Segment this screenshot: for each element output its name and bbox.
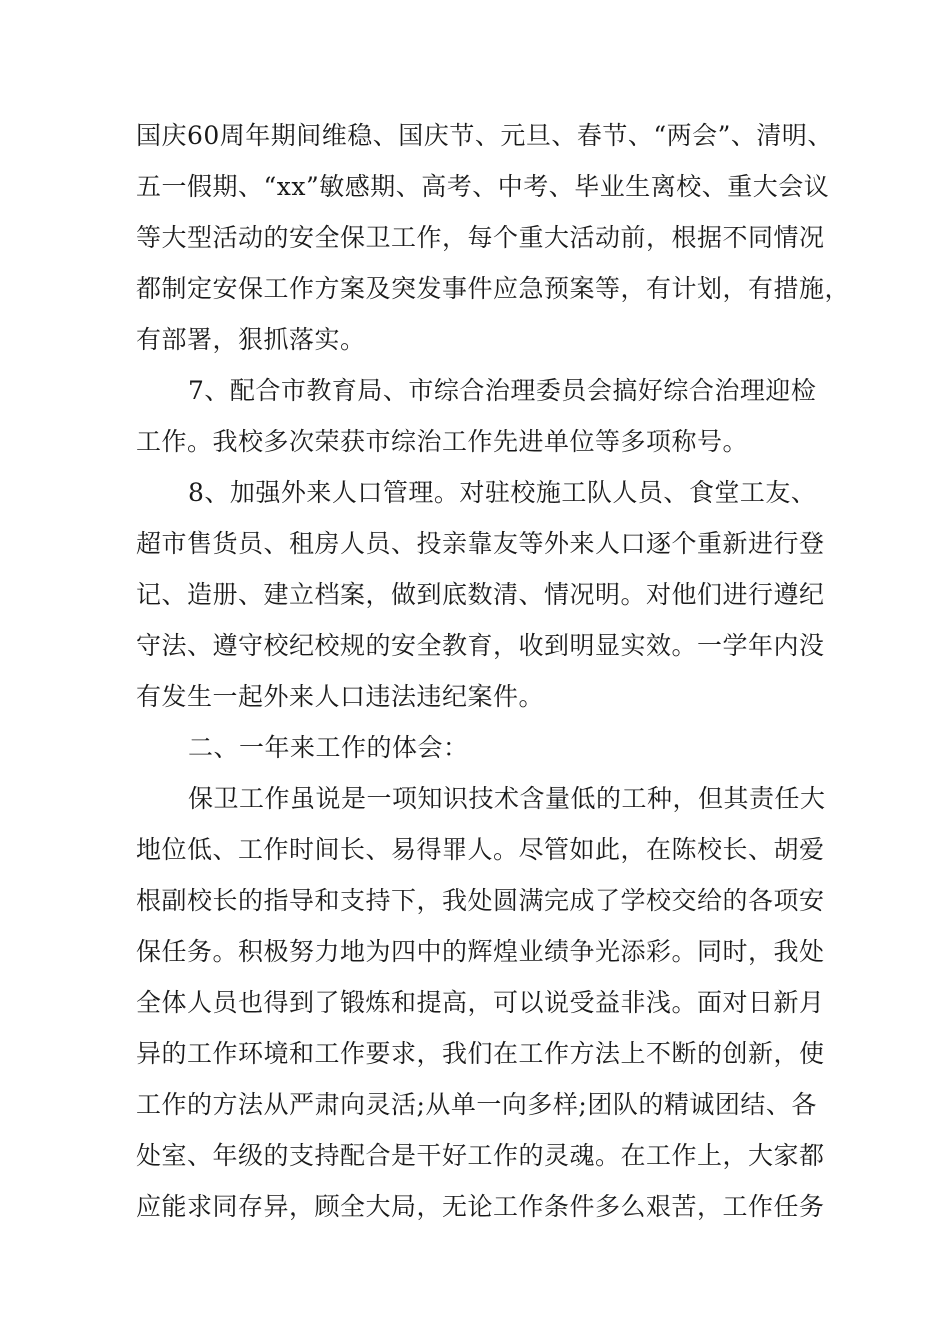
document-body: [136, 110, 851, 1232]
text-line: 有部署，狠抓落实。: [136, 325, 366, 354]
text-line: 处室、年级的支持配合是干好工作的灵魂。在工作上，大家都: [136, 1141, 825, 1170]
text-line: 地位低、工作时间长、易得罪人。尽管如此，在陈校长、胡爱: [136, 835, 825, 864]
section-heading: 二、一年来工作的体会：: [188, 733, 469, 762]
text-line: 保任务。积极努力地为四中的辉煌业绩争光添彩。同时，我处: [136, 937, 825, 966]
text-line-indented: 8、加强外来人口管理。对驻校施工队人员、食堂工友、: [188, 478, 817, 507]
text-line: 根副校长的指导和支持下，我处圆满完成了学校交给的各项安: [136, 886, 825, 915]
text-line: 国庆60周年期间维稳、国庆节、元旦、春节、“两会”、清明、: [136, 121, 833, 150]
text-line: 异的工作环境和工作要求，我们在工作方法上不断的创新，使: [136, 1039, 825, 1068]
text-line-indented: 保卫工作虽说是一项知识技术含量低的工种，但其责任大: [188, 784, 826, 813]
text-line: 超市售货员、租房人员、投亲靠友等外来人口逐个重新进行登: [136, 529, 825, 558]
text-line: 都制定安保工作方案及突发事件应急预案等，有计划，有措施，: [136, 274, 851, 303]
text-line: 有发生一起外来人口违法违纪案件。: [136, 682, 545, 711]
text-line: 五一假期、“xx”敏感期、高考、中考、毕业生离校、重大会议: [136, 172, 830, 201]
text-line: 工作的方法从严肃向灵活;从单一向多样;团队的精诚团结、各: [136, 1090, 817, 1119]
text-line: 应能求同存异，顾全大局，无论工作条件多么艰苦，工作任务: [136, 1192, 825, 1221]
text-line: 全体人员也得到了锻炼和提高，可以说受益非浅。面对日新月: [136, 988, 825, 1017]
text-line: 守法、遵守校纪校规的安全教育，收到明显实效。一学年内没: [136, 631, 825, 660]
text-line-indented: 7、配合市教育局、市综合治理委员会搞好综合治理迎检: [188, 376, 817, 405]
text-line: 工作。我校多次荣获市综治工作先进单位等多项称号。: [136, 427, 749, 456]
text-line: 等大型活动的安全保卫工作，每个重大活动前，根据不同情况: [136, 223, 825, 252]
text-line: 记、造册、建立档案，做到底数清、情况明。对他们进行遵纪: [136, 580, 825, 609]
